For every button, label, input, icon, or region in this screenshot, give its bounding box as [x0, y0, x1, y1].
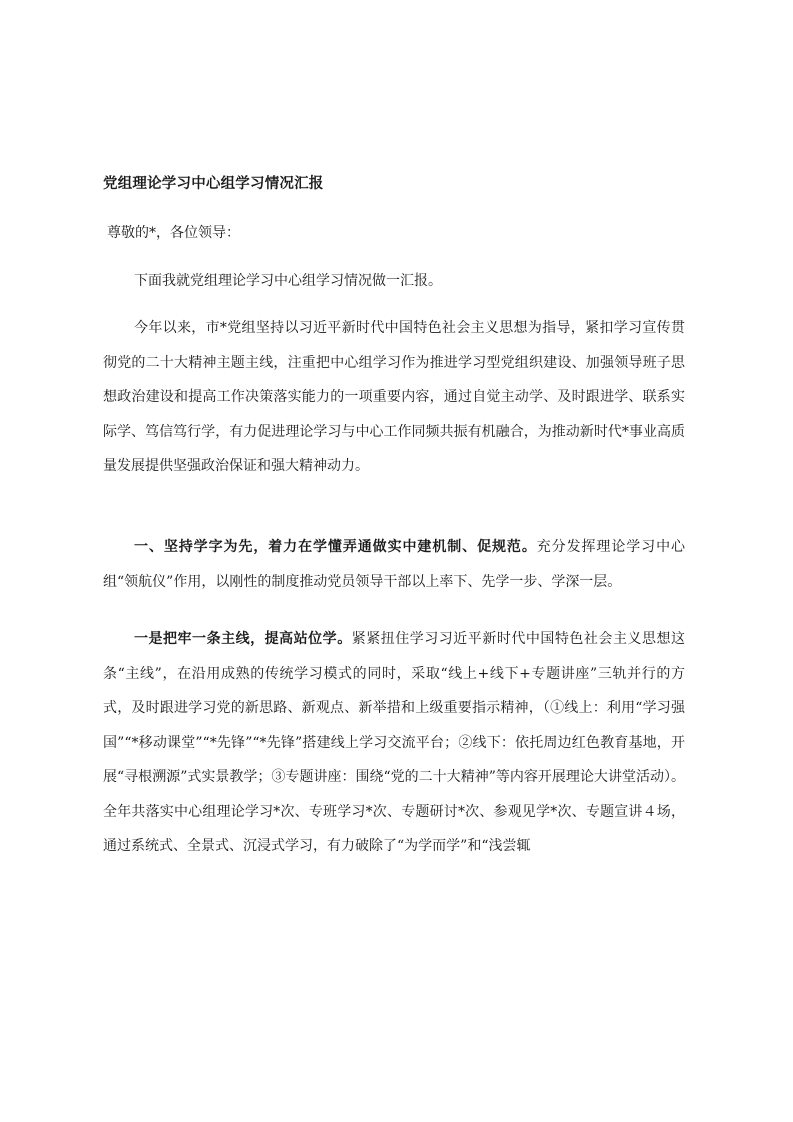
overview-paragraph: 今年以来，市*党组坚持以习近平新时代中国特色社会主义思想为指导，紧扣学习宣传贯彻党的二十大精神主题主线，注重把中心组学习作为推进学习型党组织建设、加强领导班子思想政治建设和提高工作决策落实能力的一项重要内容，通过自觉主动学、及时跟进学、联系实际学、笃信笃行学，有力促进理论学习与中心工作同频共振有机融合，为推动新时代*事业高质量发展提供坚强政治保证和强大精神动力。	[103, 320, 685, 474]
document-title: 党组理论学习中心组学习情况汇报	[103, 176, 324, 192]
point-one-paragraph	[103, 622, 685, 864]
salutation: 尊敬的*，各位领导：	[107, 225, 240, 241]
point-one-heading: 一是把牢一条主线，提高站位学。	[134, 631, 352, 647]
point-one-body: 紧紧扭住学习习近平新时代中国特色社会主义思想这条“主线”，在沿用成熟的传统学习模式的同时，采取“线上+线下+专题讲座”三轨并行的方式，及时跟进学习党的新思路、新观点、新举措和上级重要指示精神，（①线上：利用“学习强国”“*移动课堂”“*先锋”“*先锋”搭建线上学习交流平台；②线下：依托周边红色教育基地，开展“寻根溯源”式实景教学；③专题讲座：围绕“党的二十大精神”等内容开展理论大讲堂活动）。全年共落实中心组理论学习*次、专班学习*次、专题研讨*次、参观见学*次、专题宣讲４场，通过系统式、全景式、沉浸式学习，有力破除了“为学而学”和“浅尝辄	[103, 631, 685, 854]
section-one-heading: 一、坚持学字为先，着力在学懂弄通做实中建机制、促规范。	[134, 539, 537, 555]
section-one-body: 充分发挥理论学习中心组“领航仪”作用，以刚性的制度推动党员领导干部以上率下、先学一步、学深一层。	[103, 539, 685, 590]
intro-paragraph: 下面我就党组理论学习中心组学习情况做一汇报。	[134, 273, 442, 289]
section-one-paragraph	[103, 530, 685, 599]
